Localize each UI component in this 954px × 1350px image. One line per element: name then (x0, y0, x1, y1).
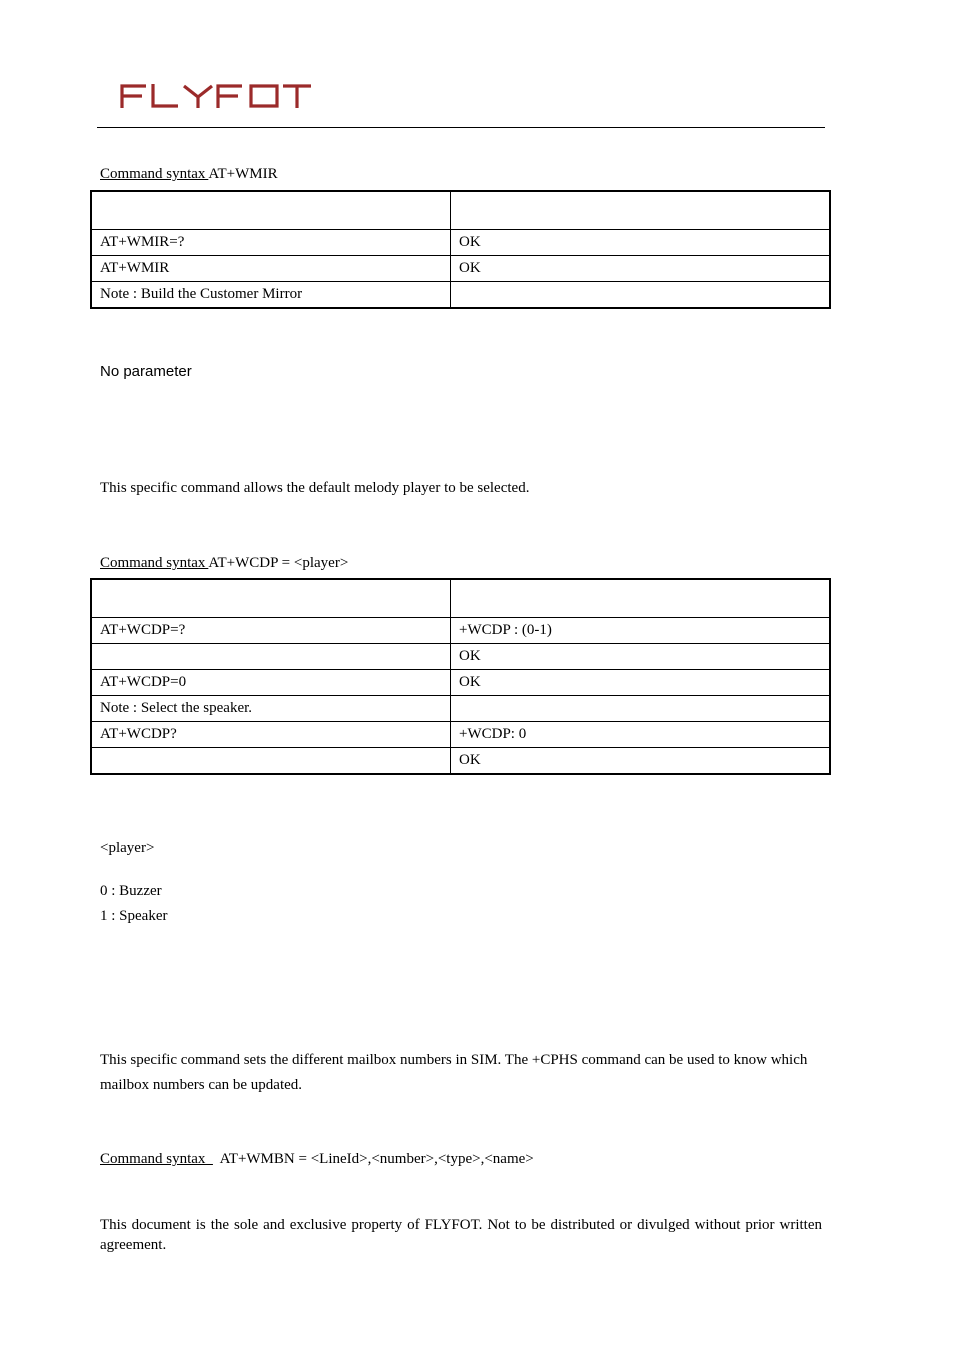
command-cell: AT+WMIR (91, 256, 451, 282)
header-divider (97, 127, 825, 128)
wmbn-syntax-value: AT+WMBN = <LineId>,<number>,<type>,<name> (219, 1151, 534, 1167)
wcdp-syntax-value: AT+WCDP = <player> (208, 555, 349, 571)
table-header-cell (451, 579, 831, 618)
table-row (91, 722, 830, 748)
wmir-command-table (90, 190, 831, 309)
table-row (91, 644, 830, 670)
response-cell: OK (451, 256, 831, 282)
wmir-syntax-value: AT+WMIR (208, 166, 278, 182)
wmir-syntax-line (100, 166, 278, 183)
flyfot-logo (120, 82, 312, 115)
wmir-syntax-label: Command syntax (100, 166, 209, 182)
command-cell: AT+WCDP? (91, 722, 451, 748)
wmbn-syntax-label: Command syntax (100, 1151, 213, 1167)
table-header-cell (91, 579, 451, 618)
wcdp-param-value: 1 : Speaker (100, 908, 168, 924)
table-row (91, 256, 830, 282)
command-cell (91, 644, 451, 670)
table-header-row (91, 579, 830, 618)
command-cell: AT+WCDP=? (91, 618, 451, 644)
wcdp-param-value: 0 : Buzzer (100, 883, 162, 899)
table-row (91, 670, 830, 696)
flyfot-logo-graphic (120, 82, 312, 110)
table-header-cell (91, 191, 451, 230)
wcdp-description: This specific command allows the default melody player to be selected. (100, 480, 530, 496)
table-row (91, 696, 830, 722)
table-header-cell (451, 191, 831, 230)
command-cell (91, 748, 451, 775)
command-cell: AT+WMIR=? (91, 230, 451, 256)
command-cell: AT+WCDP=0 (91, 670, 451, 696)
response-cell: +WCDP : (0-1) (451, 618, 831, 644)
command-cell: Note : Build the Customer Mirror (91, 282, 451, 309)
response-cell: +WCDP: 0 (451, 722, 831, 748)
wcdp-param-name: <player> (100, 840, 155, 856)
wmbn-description: This specific command sets the different mailbox numbers in SIM. The +CPHS command can be used to know which mailbox numbers can be updated. (100, 1052, 808, 1093)
footer-confidentiality-notice: This document is the sole and exclusive property of FLYFOT. Not to be distributed or divulged without prior written agreement. (100, 1217, 822, 1253)
wcdp-command-table (90, 578, 831, 775)
response-cell: OK (451, 644, 831, 670)
response-cell: OK (451, 670, 831, 696)
command-cell: Note : Select the speaker. (91, 696, 451, 722)
response-cell: OK (451, 748, 831, 775)
wcdp-syntax-line (100, 555, 348, 572)
response-cell (451, 696, 831, 722)
response-cell (451, 282, 831, 309)
table-row (91, 618, 830, 644)
wmbn-syntax-line (100, 1151, 534, 1168)
table-row (91, 230, 830, 256)
response-cell: OK (451, 230, 831, 256)
table-row (91, 282, 830, 309)
wcdp-syntax-label: Command syntax (100, 555, 209, 571)
table-row (91, 748, 830, 775)
wmir-parameter-text: No parameter (100, 363, 192, 380)
table-header-row (91, 191, 830, 230)
